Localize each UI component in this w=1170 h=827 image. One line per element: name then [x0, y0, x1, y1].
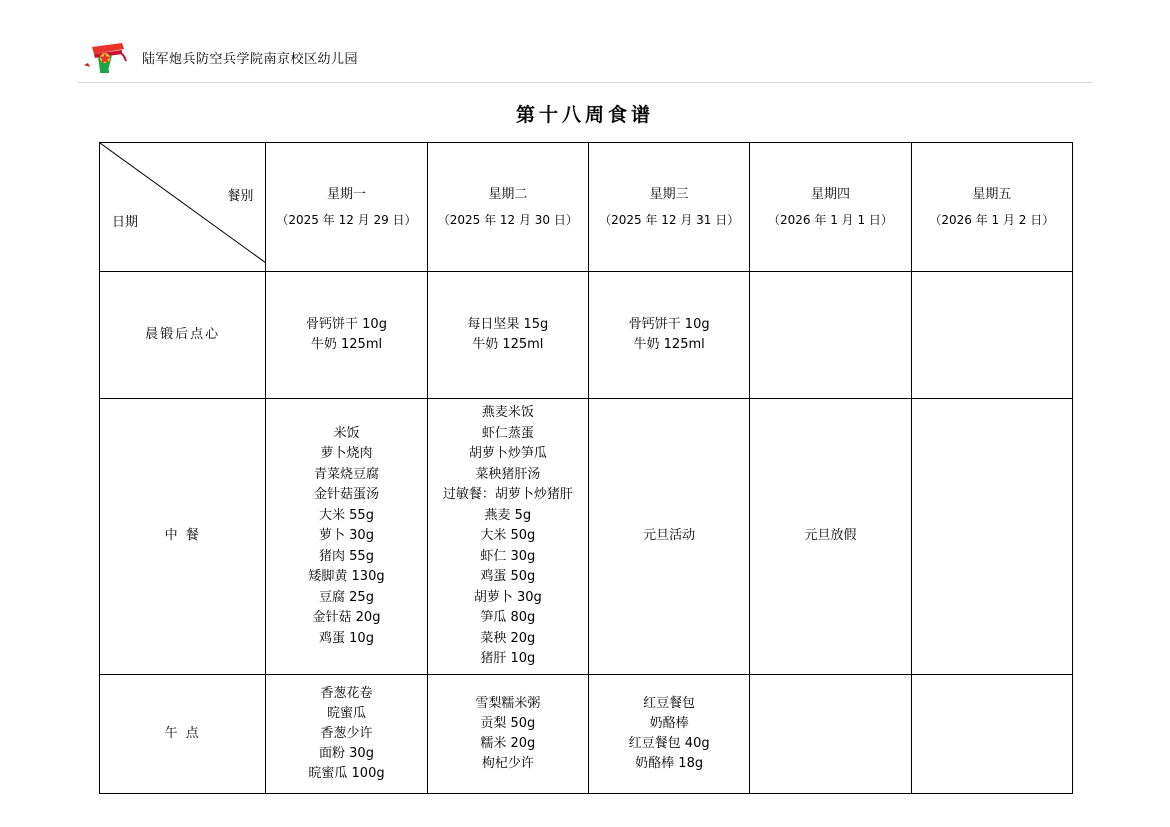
table-row-afternoon-snack — [100, 674, 1073, 793]
document-header — [78, 34, 1092, 83]
menu-line: 金针菇 20g — [312, 610, 381, 626]
menu-line: 每日坚果 15g — [467, 316, 549, 332]
menu-line: 雪梨糯米粥 — [475, 695, 541, 711]
menu-line: 虾仁 30g — [480, 548, 536, 564]
menu-line: 枸杞少许 — [481, 756, 534, 772]
organization-name: 陆军炮兵防空兵学院南京校区幼儿园 — [142, 51, 359, 67]
row-label-morning-snack: 晨锻后点心 — [100, 272, 266, 399]
menu-line: 胡萝卜炒笋瓜 — [468, 446, 547, 462]
menu-line: 燕麦米饭 — [481, 405, 534, 420]
menu-line: 元旦放假 — [804, 528, 857, 544]
menu-line: 晥蜜瓜 100g — [308, 766, 385, 782]
cell-afternoon-snack-monday — [266, 674, 427, 793]
menu-line: 糯米 20g — [480, 735, 536, 751]
table-header-row — [100, 143, 1073, 272]
table-row-morning-snack — [100, 272, 1073, 399]
column-header-monday: 星期一 （2025 年 12 月 29 日） — [266, 143, 427, 272]
menu-line: 猪肝 10g — [480, 651, 536, 667]
menu-line: 燕麦 5g — [484, 507, 532, 523]
menu-line: 大米 50g — [480, 528, 536, 544]
menu-line: 面粉 30g — [319, 745, 374, 761]
cell-lunch-tuesday — [427, 399, 588, 675]
column-header-wednesday: 星期三 （2025 年 12 月 31 日） — [588, 143, 749, 272]
menu-line: 奶酪棒 — [649, 715, 689, 731]
column-header-thursday: 星期四 （2026 年 1 月 1 日） — [750, 143, 911, 272]
menu-line: 牛奶 125ml — [472, 337, 544, 352]
menu-line: 红豆餐包 40g — [628, 735, 710, 751]
cell-morning-snack-wednesday — [588, 272, 749, 399]
cell-lunch-monday — [266, 399, 427, 675]
menu-line: 元旦活动 — [643, 528, 696, 544]
menu-line: 虾仁蒸蛋 — [481, 425, 534, 441]
menu-line: 晥蜜瓜 — [326, 705, 366, 721]
cell-afternoon-snack-wednesday — [588, 674, 749, 793]
cell-lunch-friday — [911, 399, 1072, 675]
menu-line: 青菜烧豆腐 — [313, 466, 379, 482]
menu-line: 牛奶 125ml — [310, 337, 383, 352]
menu-line: 贡梨 50g — [480, 715, 536, 731]
menu-line: 菜秧 20g — [480, 630, 536, 646]
cell-afternoon-snack-friday — [911, 674, 1072, 793]
menu-line: 奶酪棒 18g — [635, 756, 704, 772]
menu-line: 香葱少许 — [320, 725, 373, 741]
column-header-friday: 星期五 （2026 年 1 月 2 日） — [911, 143, 1072, 272]
menu-line: 猪肉 55g — [319, 548, 374, 564]
menu-line: 米饭 — [333, 425, 360, 441]
menu-line: 鸡蛋 10g — [319, 630, 374, 646]
page-title: 第十八周食谱 — [515, 104, 654, 126]
cell-lunch-thursday — [750, 399, 911, 675]
meal-axis-label: 餐别 — [227, 189, 254, 204]
cell-afternoon-snack-tuesday — [427, 674, 588, 793]
cell-morning-snack-tuesday — [427, 272, 588, 399]
menu-line: 牛奶 125ml — [633, 337, 705, 352]
kindergarten-logo-icon — [78, 37, 134, 79]
date-axis-label: 日期 — [112, 215, 139, 230]
menu-line: 鸡蛋 50g — [480, 569, 536, 585]
menu-line: 胡萝卜 30g — [473, 589, 542, 605]
menu-line: 金针菇蛋汤 — [313, 487, 379, 503]
row-label-lunch: 中 餐 — [100, 399, 266, 675]
menu-line: 笋瓜 80g — [480, 610, 536, 626]
cell-lunch-wednesday — [588, 399, 749, 675]
menu-line: 萝卜 30g — [319, 528, 374, 544]
cell-afternoon-snack-thursday — [750, 674, 911, 793]
menu-line: 红豆餐包 — [643, 695, 696, 711]
menu-line: 骨钙饼干 10g — [306, 316, 387, 332]
cell-morning-snack-monday — [266, 272, 427, 399]
cell-morning-snack-friday — [911, 272, 1072, 399]
menu-line: 萝卜烧肉 — [320, 446, 373, 462]
menu-line: 豆腐 25g — [319, 589, 374, 605]
menu-line: 大米 55g — [319, 507, 374, 523]
weekly-menu-table — [99, 142, 1073, 794]
column-header-tuesday: 星期二 （2025 年 12 月 30 日） — [427, 143, 588, 272]
cell-morning-snack-thursday — [750, 272, 911, 399]
menu-line: 香葱花卷 — [320, 685, 373, 701]
table-row-lunch — [100, 399, 1073, 675]
corner-header-cell — [100, 143, 266, 272]
menu-line: 菜秧猪肝汤 — [475, 466, 541, 482]
menu-line: 矮脚黄 130g — [308, 569, 385, 585]
row-label-afternoon-snack: 午 点 — [100, 674, 266, 793]
menu-line: 过敏餐：胡萝卜炒猪肝 — [442, 487, 573, 503]
menu-line: 骨钙饼干 10g — [628, 316, 710, 332]
